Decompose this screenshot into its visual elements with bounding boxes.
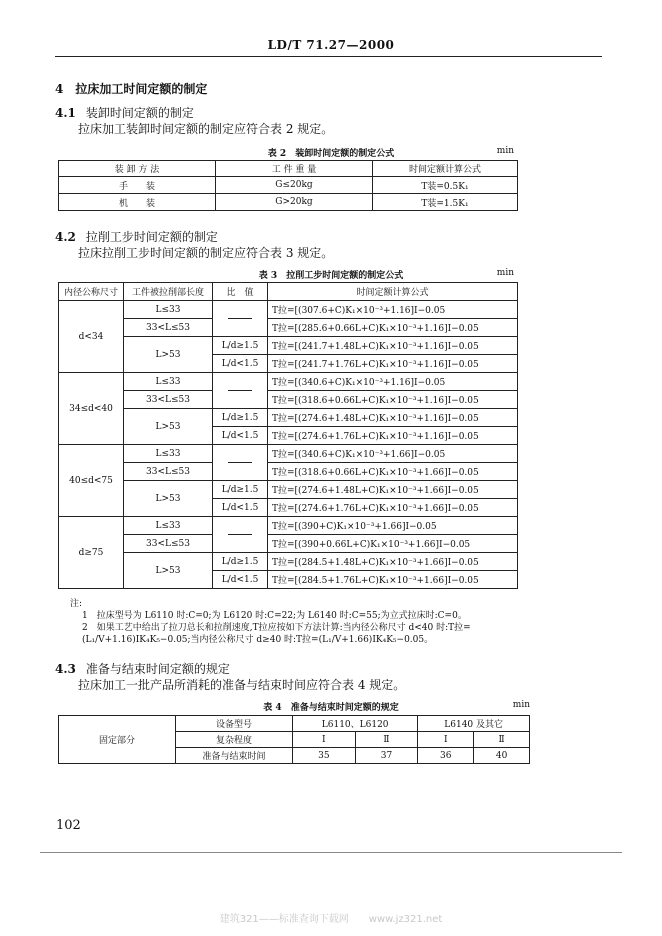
table2-header: 装 卸 方 法 [59, 161, 216, 177]
table3-formula: T拉=[(390+0.66L+C)K₁×10⁻³+1.66]I−0.05 [268, 535, 518, 553]
section-4-2-heading [55, 228, 218, 245]
table3-length: L>53 [124, 337, 213, 373]
table3-length: L>53 [124, 481, 213, 517]
table3-header: 内径公称尺寸 [59, 283, 124, 301]
table3-length: L≤33 [124, 445, 213, 463]
table3-formula: T拉=[(307.6+C)K₁×10⁻³+1.16]I−0.05 [268, 301, 518, 319]
table3-ratio: L/d≥1.5 [213, 553, 268, 571]
table3-header: 工件被拉削部长度 [124, 283, 213, 301]
section-4-3-number: 4.3 [55, 662, 76, 676]
section-4-2-title: 拉削工步时间定额的制定 [85, 230, 218, 244]
table4-cell: 复杂程度 [176, 732, 293, 748]
section-4-2-number: 4.2 [55, 230, 76, 244]
table2-cell: G≤20kg [216, 177, 373, 194]
table3-header: 时间定额计算公式 [268, 283, 518, 301]
table3-length: 33<L≤53 [124, 319, 213, 337]
table3-formula: T拉=[(241.7+1.48L+C)K₁×10⁻³+1.16]I−0.05 [268, 337, 518, 355]
table4-cell: 37 [355, 748, 418, 764]
section-4-3-text: 拉床加工一批产品所消耗的准备与结束时间应符合表 4 规定。 [78, 678, 406, 692]
table3-diameter: 34≤d<40 [59, 373, 124, 445]
table3-ratio: L/d≥1.5 [213, 409, 268, 427]
table3-diameter: d<34 [59, 301, 124, 373]
footer-rule [40, 852, 622, 853]
table4-cell: L6110、L6120 [293, 716, 418, 732]
table2-cell: 机 装 [59, 194, 216, 211]
table4-unit: min [512, 700, 530, 710]
table3-ratio-none [213, 445, 268, 481]
table3-formula: T拉=[(390+C)K₁×10⁻³+1.66]I−0.05 [268, 517, 518, 535]
table3-formula: T拉=[(284.5+1.76L+C)K₁×10⁻³+1.66]I−0.05 [268, 571, 518, 589]
table3-ratio-none [213, 517, 268, 553]
table3-ratio-none [213, 373, 268, 409]
section-4-3-heading [55, 660, 230, 677]
watermark: 建筑321——标准查询下载网 www.jz321.net [219, 914, 443, 925]
table4-row-label: 固定部分 [59, 716, 176, 764]
table2-header: 工 件 重 量 [216, 161, 373, 177]
table3-diameter: d≥75 [59, 517, 124, 589]
table4-cell: 36 [418, 748, 474, 764]
table2-caption: 表 2 装卸时间定额的制定公式 [267, 149, 395, 159]
table3-formula: T拉=[(318.6+0.66L+C)K₁×10⁻³+1.16]I−0.05 [268, 391, 518, 409]
table3-length: L≤33 [124, 373, 213, 391]
table3-formula: T拉=[(274.6+1.76L+C)K₁×10⁻³+1.16]I−0.05 [268, 427, 518, 445]
table4 [58, 715, 530, 764]
dash-mark [228, 318, 252, 319]
header-rule [55, 56, 602, 57]
table3-notes [70, 598, 540, 646]
standard-header: LD/T 71.27—2000 [267, 38, 395, 52]
table3-length: 33<L≤53 [124, 463, 213, 481]
table3-formula: T拉=[(318.6+0.66L+C)K₁×10⁻³+1.66]I−0.05 [268, 463, 518, 481]
table3-ratio: L/d<1.5 [213, 499, 268, 517]
section-4-heading: 4 拉床加工时间定额的制定 [55, 82, 208, 96]
table4-cell: Ⅱ [474, 732, 530, 748]
table3-length: L>53 [124, 409, 213, 445]
table3-length: L≤33 [124, 517, 213, 535]
table3-formula: T拉=[(274.6+1.76L+C)K₁×10⁻³+1.66]I−0.05 [268, 499, 518, 517]
section-4-1-number: 4.1 [55, 106, 76, 120]
section-4-3-title: 准备与结束时间定额的规定 [85, 662, 230, 676]
table3-formula: T拉=[(274.6+1.48L+C)K₁×10⁻³+1.16]I−0.05 [268, 409, 518, 427]
page-number: 102 [56, 818, 81, 833]
table4-cell: 设备型号 [176, 716, 293, 732]
table3-formula: T拉=[(340.6+C)K₁×10⁻³+1.16]I−0.05 [268, 373, 518, 391]
dash-mark [228, 390, 252, 391]
table3-formula: T拉=[(274.6+1.48L+C)K₁×10⁻³+1.66]I−0.05 [268, 481, 518, 499]
table3-ratio: L/d≥1.5 [213, 337, 268, 355]
section-4-1-heading [55, 104, 194, 121]
table2 [58, 160, 518, 211]
table3-ratio-none [213, 301, 268, 337]
table3-formula: T拉=[(340.6+C)K₁×10⁻³+1.66]I−0.05 [268, 445, 518, 463]
table3-length: 33<L≤53 [124, 535, 213, 553]
note-item: 1 拉床型号为 L6110 时:C=0;为 L6120 时:C=22;为 L6140 时:C=55;为立式拉床时:C=0。 [82, 611, 467, 621]
table4-cell: Ⅰ [418, 732, 474, 748]
table3-unit: min [496, 268, 514, 278]
table4-cell: L6140 及其它 [418, 716, 530, 732]
table3-formula: T拉=[(241.7+1.76L+C)K₁×10⁻³+1.16]I−0.05 [268, 355, 518, 373]
table3-ratio: L/d<1.5 [213, 355, 268, 373]
table3-length: 33<L≤53 [124, 391, 213, 409]
table4-cell: 35 [293, 748, 356, 764]
table3-ratio: L/d<1.5 [213, 427, 268, 445]
table3-length: L>53 [124, 553, 213, 589]
table4-cell: Ⅰ [293, 732, 356, 748]
table4-caption: 表 4 准备与结束时间定额的规定 [263, 703, 399, 713]
table2-unit: min [496, 146, 514, 156]
table3-formula: T拉=[(285.6+0.66L+C)K₁×10⁻³+1.16]I−0.05 [268, 319, 518, 337]
section-4-1-text: 拉床加工装卸时间定额的制定应符合表 2 规定。 [78, 122, 334, 136]
dash-mark [228, 534, 252, 535]
section-4-1-title: 装卸时间定额的制定 [85, 106, 194, 120]
notes-title: 注: [70, 599, 83, 609]
table3-header: 比 值 [213, 283, 268, 301]
table3-ratio: L/d<1.5 [213, 571, 268, 589]
table3-length: L≤33 [124, 301, 213, 319]
table3 [58, 282, 518, 589]
table2-cell: G>20kg [216, 194, 373, 211]
table3-caption: 表 3 拉削工步时间定额的制定公式 [258, 271, 404, 281]
table4-cell: Ⅱ [355, 732, 418, 748]
table3-ratio: L/d≥1.5 [213, 481, 268, 499]
table4-cell: 准备与结束时间 [176, 748, 293, 764]
table2-cell: T装=1.5K₁ [373, 194, 518, 211]
table3-diameter: 40≤d<75 [59, 445, 124, 517]
table2-header: 时间定额计算公式 [373, 161, 518, 177]
table4-cell: 40 [474, 748, 530, 764]
dash-mark [228, 462, 252, 463]
section-4-2-text: 拉床拉削工步时间定额的制定应符合表 3 规定。 [78, 246, 334, 260]
note-item: 2 如果工艺中给出了拉刀总长和拉削速度,T拉应按如下方法计算:当内径公称尺寸 d<40 时:T拉=(L₁/V+1.16)IK₄K₅−0.05;当内径公称尺寸 d≥40 时:T拉=(L₁/V+1.66)IK₄K₅−0.05。 [82, 623, 471, 645]
table2-cell: 手 装 [59, 177, 216, 194]
table2-cell: T装=0.5K₁ [373, 177, 518, 194]
table3-formula: T拉=[(284.5+1.48L+C)K₁×10⁻³+1.66]I−0.05 [268, 553, 518, 571]
